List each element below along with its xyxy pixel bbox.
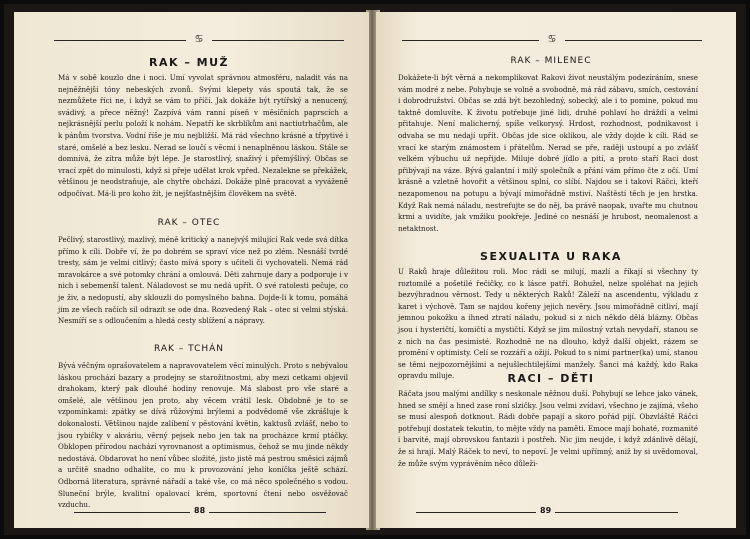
paragraph: Bývá věčným oprašovatelem a napravovatelem věcí minulých. Proto s nebývalou láskou prochází bazary a prodejny se starožitnostmi, aby mezi cetkami objevil drahokam, který pak dlouhé hodiny renovuje. Má slabost pro vše staré a omšelé, ale většinou jen proto, aby věcem vrátil lesk. Obdobně je to se vzpomínkami: zpátky se dívá růžovými brýlemi a podvědomě vše zkrášluje k dokonalosti. Většinou najde zalíbení v pěstování květin, kaktusů zvlášť, nebo to jsou rybičky v akváriu, věrný pejsek nebo jen tak na procházce krmí ptáčky. Obklopen přírodou nachází vyrovnanost a optimismus, čehož se mu jinde někdy nedostává. Obdarovat ho není vůbec složité, jisto jistě má pestrou směsici zájmů a určitě snadno odhalíte, co mu k provozování jeho koníčka ještě schází. Odborná literatura, správné nářadí a také vše, co má něco společného s vodou. Sluneční brýle, kvalitní opalovací krém, sportovní čtení nebo osvěžovač vzduchu. [58, 361, 348, 510]
paragraph: Ráčata jsou malými andílky s neskonale něžnou duší. Pohybují se lehce jako vánek, hned se smějí a hned zase roní slzičky. Jsou velmi zvídaví, všechno je zajímá, všeho se musí alespoň dotknout. Rádi dobře papají a skoro pořád pijí. Obzvláště Ráčci potřebují dostatek tekutin, to mějte vždy na paměti. Emoce mají bohaté, rozmanité i barvité, mají obrovskou fantazii i postřeh. Nic jim neujde, i když zdánlivě dělají, že si hrají. Malý Ráček to neví, to nepoví. Je velmi upřímný, aniž by si uvědomoval, že může svým vyprávěním něco důleži- [398, 389, 698, 468]
cancer-sign-icon: ♋ [194, 34, 204, 45]
paragraph: U Raků hraje důležitou roli. Moc rádi se milují, mazlí a říkají si všechny ty roztomilé a pošetilé řečičky, co k lásce patří. Bohužel, nelze spoléhat na jejich bezvýhradnou věrnost. Tedy u některých Raků! Záleží na ascendentu, výkladu z karet i výchově. Tam se najdou kořeny jejich nevěry. Jsou mimořádně citliví, mají jemnou pokožku a ihned ztratí náladu, pokud si z nich někdo dělá blázny. Občas jsou i hysteričtí, komičtí a mystičtí. Když se jim milostný vztah nevydaří, stanou se z nich na čas pesimisté. Rozhodně ne na dlouho, když další objekt, rázem se promění v optimisty. Celí se rozzáří a ožijí. Pokud to s nimi partner(ka) umí, stanou se těmi nejpozornějšími a nejušlechtilejšími manžely. Šanci má každý, kdo Raka opravdu miluje. [398, 267, 698, 381]
book-spread [4, 4, 746, 535]
section-heading: RAK – MUŽ [148, 56, 230, 69]
page-number: 88 [190, 506, 209, 515]
paragraph: Dokážete-li být věrná a nekomplikovat Rakovi život neustálým podezíráním, snese vám modré z nebe. Pohybuje se volně a svobodně, má rád zábavu, smích, cestování i dobrodružství. Občas se zdá být bezohledný, sobecký, ale i to pomine, pokud mu taktně domluvíte. K životu potřebuje jiné lidi, druhé pohlaví ho dráždí a velmi přitahuje. Není malicherný, spíše velkorysý. Hrdost, rozhodnost, podnikavost i odvaha se mu nedají upřít. Občas jde sice oklikou, ale vždy dojde k cíli. Rád se vrací ke starým známostem i přátelům. Nerad se pře, raději ustoupí a po zvlášť velkém výbuchu už nepřijde. Miluje dobré jídlo a pití, a proto staří Raci dost přibývají na váze. Bývá galantní i milý společník a přání vám přímo čte z očí. Umí krásně a vzletně hovořit a většinou splní, co slíbí. Najdou se i takoví Ráčci, kteří nezapomenou na potupu a bývají mimořádně mstiví. Naštěstí těch je jen hrstka. Když Rak nemá náladu, nestrefujte se do něj, ba právě naopak, uvařte mu chutnou krmi a uvidíte, jak vmžiku pookřeje. Jediné co nesnáší je hrubost, neomalenost a netaktnost. [398, 73, 698, 233]
cancer-sign-icon: ♋ [547, 34, 557, 45]
header-ornament [402, 34, 702, 46]
ornament-line-left [54, 40, 186, 41]
left-page [14, 12, 369, 528]
paragraph: Pečlivý, starostlivý, mazlivý, méně kritický a nanejvýš milující Rak vede svá dítka přímo k cíli. Dobře ví, že po dobrém se spraví více než po zlém. Nesnáší tvrdé tresty, sám je velmi citlivý; často mívá spory s učiteli či vychovateli. Nemá rád mravokárce a své potomky chrání a omlouvá. Děti zahrnuje dary a podporuje i v nich i sebemenší talent. Náladovost se mu nedá upřít. O své ratolesti pečuje, co je živ, a nedopustí, aby sklouzli do pomyslného bahna. Dojde-li k tomu, pomáhá jim ze všech račích sil odrazit se ode dna. Rozvedený Rak – otec si velmi stýská. Nesmíří se s odloučením a hledá cesty sblížení a nápravy. [58, 235, 348, 326]
ornament-line-right [565, 40, 702, 41]
ornament-line-left [402, 40, 539, 41]
header-ornament [54, 34, 344, 46]
subsection-heading: RAK – OTEC [157, 218, 221, 228]
page-number: 89 [536, 506, 555, 515]
subsection-heading: RAK – TCHÁN [153, 344, 225, 354]
section-heading: SEXUALITA U RAKA [480, 250, 622, 263]
right-page [376, 12, 736, 528]
subsection-heading: RAK – MILENEC [510, 56, 592, 66]
paragraph: Má v sobě kouzlo dne i noci. Umí vyvolat správnou atmosféru, naladit vás na nejněžnější tóny nebeských zvonů. Svými klepety vás spoutá tak, že se nezmůžete říci ne, i když se vám to příčí. Jak dokáže být rytířský a nenucený, svádivý, a přece něžný! Zazpívá vám ranní píseň v měsíčních paprscích a nejkrásnější perlu položí k nohám. Nepatří ke skrblíkům ani nactiutrhačům, ale k pánům tvorstva. Vodní říše je mu nejbližší. Má rád všechno krásné a třpytivé i staré, omšelé a bez lesku. Nerad se loučí s věcmi i nenaplněnou láskou. Stále se domnívá, že zítra může být lépe. Je starostlivý, snaživý i přemýšlivý. Občas se vrací zpět do minulosti, když si přeje udělat krok vpřed. Nezalekne se překážek, většinou je neodstraňuje, ale chytře obchází. Dokáže plně pracovat a vyváženě odpočívat. Má-li pro koho žít, je nejšťastnějším člověkem na světě. [58, 73, 348, 198]
section-heading: RACI – DĚTI [507, 372, 595, 385]
ornament-line-right [212, 40, 344, 41]
